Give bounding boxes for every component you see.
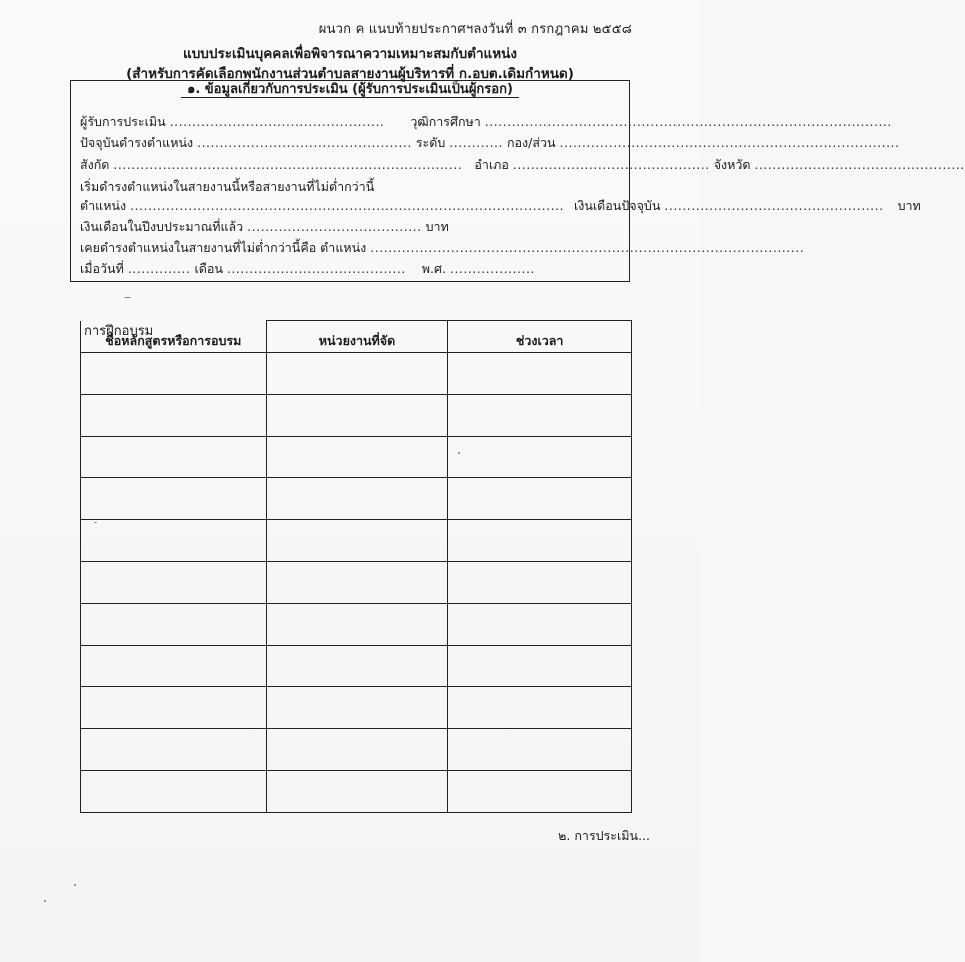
training-title: การฝึกอบรม (84, 324, 154, 339)
organizer-cell[interactable] (266, 520, 448, 562)
label-start-position: เริ่มดำรงตำแหน่งในสายงานนี้หรือสายงานที่ไม่ต่ำกว่านี้ (80, 179, 375, 194)
fill-line[interactable]: ........................................ (226, 261, 406, 276)
table-row (81, 770, 632, 812)
fill-line[interactable]: ................................................. (664, 198, 884, 213)
period-cell[interactable] (448, 770, 632, 812)
period-cell[interactable] (448, 603, 632, 645)
fill-line[interactable]: ....................................... (247, 219, 422, 234)
period-cell[interactable] (448, 645, 632, 687)
fill-line[interactable]: ........................................................................................... (484, 114, 892, 129)
fill-line[interactable]: ................................................................................................. (370, 240, 805, 255)
organizer-cell[interactable] (266, 729, 448, 771)
field-row-applicant (80, 112, 892, 132)
period-cell[interactable] (448, 729, 632, 771)
course-cell[interactable] (81, 645, 267, 687)
label-current-salary: เงินเดือนปัจจุบัน (573, 198, 661, 213)
field-row-date (80, 259, 628, 279)
training-table (80, 320, 632, 813)
organizer-cell[interactable] (266, 770, 448, 812)
course-cell[interactable] (81, 520, 267, 562)
period-cell[interactable] (448, 687, 632, 729)
period-cell[interactable] (448, 436, 632, 478)
course-cell[interactable] (81, 394, 267, 436)
table-row (81, 729, 632, 771)
fill-line[interactable]: ................... (449, 261, 535, 276)
course-cell[interactable] (81, 478, 267, 520)
table-header-row (81, 321, 632, 353)
organizer-cell[interactable] (266, 394, 448, 436)
table-row (81, 603, 632, 645)
label-current-position: ปัจจุบันดำรงตำแหน่ง (80, 135, 194, 150)
label-baht: บาท (897, 198, 921, 213)
period-cell[interactable] (448, 478, 632, 520)
fill-line[interactable]: .............................................................................. (113, 157, 463, 172)
annex-header: ผนวก ค แนบท้ายประกาศฯลงวันที่ ๓ กรกฎาคม ๒๕๕๘ (318, 22, 632, 37)
organizer-cell[interactable] (266, 687, 448, 729)
label-level: ระดับ (415, 135, 446, 150)
organizer-cell[interactable] (266, 603, 448, 645)
course-cell[interactable] (81, 436, 267, 478)
field-row-affiliation (80, 155, 965, 175)
section-heading-text: ๑. ข้อมูลเกี่ยวกับการประเมิน (ผู้รับการประเมินเป็นผู้กรอก) (181, 82, 519, 98)
scan-speck (44, 900, 46, 902)
field-row-previous-position (80, 238, 805, 258)
fill-line[interactable]: ................................................ (169, 114, 385, 129)
column-header-period: ช่วงเวลา (448, 321, 632, 353)
form-subtitle: (สำหรับการคัดเลือกพนักงานส่วนตำบลสายงานผู้บริหารที่ ก.อบต.เดิมกำหนด) (126, 66, 574, 82)
course-cell[interactable] (81, 729, 267, 771)
scan-speck (458, 452, 460, 454)
table-row (81, 520, 632, 562)
label-affiliation: สังกัด (80, 157, 110, 172)
field-row-position-salary (80, 196, 921, 216)
scan-speck (124, 297, 131, 298)
label-position: ตำแหน่ง (80, 198, 127, 213)
scan-speck (74, 884, 76, 886)
field-row-position (80, 133, 900, 153)
field-row-start-position (80, 177, 628, 197)
label-applicant: ผู้รับการประเมิน (80, 114, 166, 129)
fill-line[interactable]: ............ (449, 135, 503, 150)
course-cell[interactable] (81, 687, 267, 729)
form-title: แบบประเมินบุคคลเพื่อพิจารณาความเหมาะสมกับตำแหน่ง (183, 46, 517, 62)
organizer-cell[interactable] (266, 478, 448, 520)
course-cell[interactable] (81, 561, 267, 603)
label-last-year-salary: เงินเดือนในปีงบประมาณที่แล้ว (80, 219, 244, 234)
period-cell[interactable] (448, 561, 632, 603)
period-cell[interactable] (448, 353, 632, 395)
period-cell[interactable] (448, 394, 632, 436)
column-header-organizer: หน่วยงานที่จัด (266, 321, 448, 353)
label-education: วุฒิการศึกษา (410, 114, 481, 129)
fill-line[interactable]: .............. (127, 261, 191, 276)
field-row-last-year-salary (80, 217, 628, 237)
table-row (81, 687, 632, 729)
organizer-cell[interactable] (266, 645, 448, 687)
continued-note: ๒. การประเมิน... (558, 828, 650, 843)
table-row (81, 645, 632, 687)
organizer-cell[interactable] (266, 353, 448, 395)
fill-line[interactable]: ................................................................................................. (130, 198, 564, 213)
table-row (81, 561, 632, 603)
fill-line[interactable]: ............................................................................ (559, 135, 900, 150)
label-previous-position: เคยดำรงตำแหน่งในสายงานที่ไม่ต่ำกว่านี้คือ ตำแหน่ง (80, 240, 367, 255)
organizer-cell[interactable] (266, 561, 448, 603)
table-row (81, 394, 632, 436)
course-cell[interactable] (81, 770, 267, 812)
organizer-cell[interactable] (266, 436, 448, 478)
label-baht: บาท (425, 219, 449, 234)
label-month: เดือน (194, 261, 223, 276)
fill-line[interactable]: ................................................ (197, 135, 412, 150)
label-division: กอง/ส่วน (506, 135, 556, 150)
column-header-course: ชื่อหลักสูตรหรือการอบรม (81, 321, 267, 353)
table-row (81, 353, 632, 395)
fill-line[interactable]: ............................................ (512, 157, 710, 172)
fill-line[interactable]: ............................................... (754, 157, 965, 172)
course-cell[interactable] (81, 353, 267, 395)
label-year: พ.ศ. (421, 261, 446, 276)
scan-speck (94, 522, 97, 523)
label-province: จังหวัด (713, 157, 751, 172)
section-heading (70, 80, 630, 100)
period-cell[interactable] (448, 520, 632, 562)
label-date: เมื่อวันที่ (80, 261, 124, 276)
table-row (81, 478, 632, 520)
table-row (81, 436, 632, 478)
course-cell[interactable] (81, 603, 267, 645)
label-district: อำเภอ (474, 157, 509, 172)
